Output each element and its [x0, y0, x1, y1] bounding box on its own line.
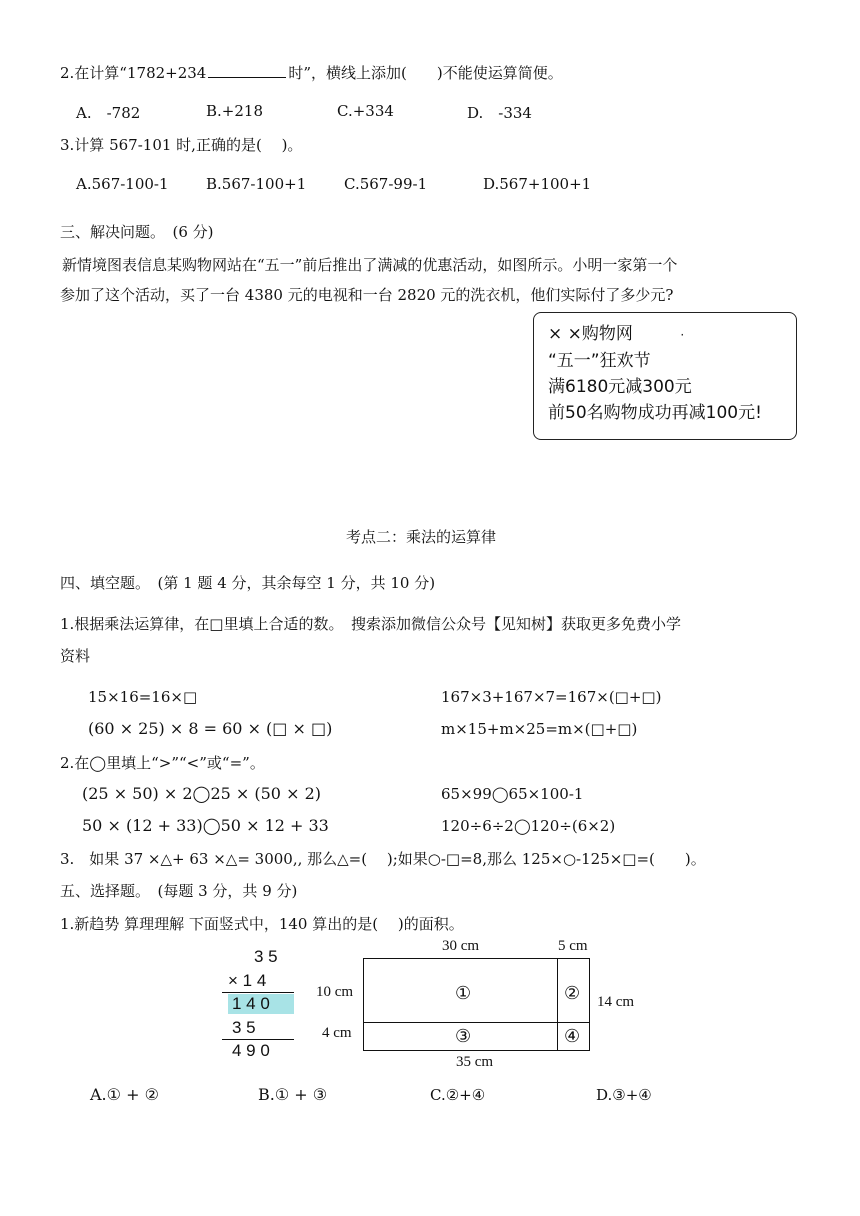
bottom-width-label: 35 cm — [456, 1054, 494, 1070]
q3-option-b: B.567-100+1 — [206, 175, 307, 193]
section4-heading: 四、填空题。 (第 1 题 4 分，其余每空 1 分，共 10 分) — [60, 574, 436, 592]
top-small-width-label: 5 cm — [558, 938, 588, 954]
promotion-notice-box — [533, 312, 797, 440]
q3-option-d: D.567+100+1 — [483, 175, 592, 193]
section3-paragraph-line1: 新情境图表信息某购物网站在“五一”前后推出了满减的优惠活动，如图所示。小明一家第一个 — [62, 256, 678, 274]
calc-partial-product-2: 3 5 — [232, 1018, 256, 1037]
left-small-height-label: 4 cm — [322, 1025, 352, 1041]
answer-blank-line — [208, 63, 286, 78]
topic2-title: 考点二：乘法的运算律 — [346, 528, 497, 546]
q2-compare-2: 65×99◯65×100-1 — [441, 785, 584, 803]
region-1-marker: ① — [455, 983, 472, 1004]
s5-option-a: A.① + ② — [90, 1085, 159, 1104]
notice-line-3: 满6180元减300元 — [548, 377, 692, 397]
q2-option-a: A. -782 — [76, 104, 141, 122]
q2-compare-3: 50 × (12 + 33)◯50 × 12 + 33 — [82, 816, 329, 835]
top-width-label: 30 cm — [442, 938, 480, 954]
q2-stem-suffix: 时”，横线上添加( )不能使运算简便。 — [288, 64, 563, 82]
region-3-marker: ③ — [455, 1026, 472, 1047]
section3-heading: 三、解决问题。 (6 分) — [60, 223, 214, 241]
calc-rule-1 — [222, 992, 294, 993]
notice-line-4: 前50名购物成功再减100元! — [548, 403, 762, 423]
q2-compare-1: (25 × 50) × 2◯25 × (50 × 2) — [82, 784, 321, 803]
q2-option-d: D. -334 — [467, 104, 532, 122]
vertical-divider — [557, 958, 558, 1051]
q1-item-3: (60 × 25) × 8 = 60 × (□ × □) — [88, 719, 333, 738]
vertical-multiplication — [218, 944, 298, 1064]
calc-product: 4 9 0 — [232, 1041, 270, 1060]
q1-item-2: 167×3+167×7=167×(□+□) — [441, 688, 662, 706]
q3-option-a: A.567-100-1 — [76, 175, 169, 193]
section3-paragraph-line2: 参加了这个活动，买了一台 4380 元的电视和一台 2820 元的洗衣机，他们实际付了多少元? — [60, 286, 674, 304]
calc-multiplier: × 1 4 — [228, 971, 267, 990]
left-height-label: 10 cm — [316, 984, 354, 1000]
notice-line-2: “五一”狂欢节 — [548, 351, 651, 371]
notice-line-1 — [548, 321, 796, 348]
section4-q1-line1: 1.根据乘法运算律，在□里填上合适的数。 搜索添加微信公众号【见知树】获取更多免费小学 — [60, 615, 681, 633]
section4-q2-stem: 2.在◯里填上“>”“<”或“=”。 — [60, 754, 265, 772]
region-4-marker: ④ — [564, 1026, 581, 1047]
s5-option-b: B.① + ③ — [258, 1085, 328, 1104]
outer-rectangle — [363, 958, 590, 1051]
q3-option-c: C.567-99-1 — [344, 175, 428, 193]
s5-option-d: D.③+④ — [596, 1086, 652, 1104]
q1-item-4: m×15+m×25=m×(□+□) — [441, 720, 638, 738]
s5-option-c: C.②+④ — [430, 1086, 486, 1104]
calc-multiplicand: 3 5 — [254, 947, 278, 966]
q2-option-c: C.+334 — [337, 102, 394, 120]
section4-q1-line2: 资料 — [60, 647, 91, 665]
notice-shop-name: × ×购物网 — [548, 324, 633, 344]
horizontal-divider — [363, 1022, 590, 1023]
notice-dot: · — [680, 328, 685, 342]
q2-stem-prefix: 2.在计算“1782+234 — [60, 64, 207, 82]
region-2-marker: ② — [564, 983, 581, 1004]
q2-stem — [60, 62, 563, 83]
q2-compare-4: 120÷6÷2◯120÷(6×2) — [441, 817, 616, 835]
q1-item-1: 15×16=16×□ — [88, 688, 198, 706]
q3-stem: 3.计算 567-101 时,正确的是( )。 — [60, 136, 303, 154]
section5-q1-stem: 1.新趋势 算理理解 下面竖式中，140 算出的是( )的面积。 — [60, 915, 464, 933]
calc-partial-product-highlighted: 1 4 0 — [228, 994, 294, 1014]
right-height-label: 14 cm — [597, 994, 635, 1010]
section5-heading: 五、选择题。 (每题 3 分，共 9 分) — [60, 882, 298, 900]
q2-option-b: B.+218 — [206, 102, 263, 120]
calc-rule-2 — [222, 1039, 294, 1040]
section4-q3-stem: 3. 如果 37 ×△+ 63 ×△= 3000,, 那么△=( );如果○-□=8,那么 125×○-125×□=( )。 — [60, 850, 706, 868]
